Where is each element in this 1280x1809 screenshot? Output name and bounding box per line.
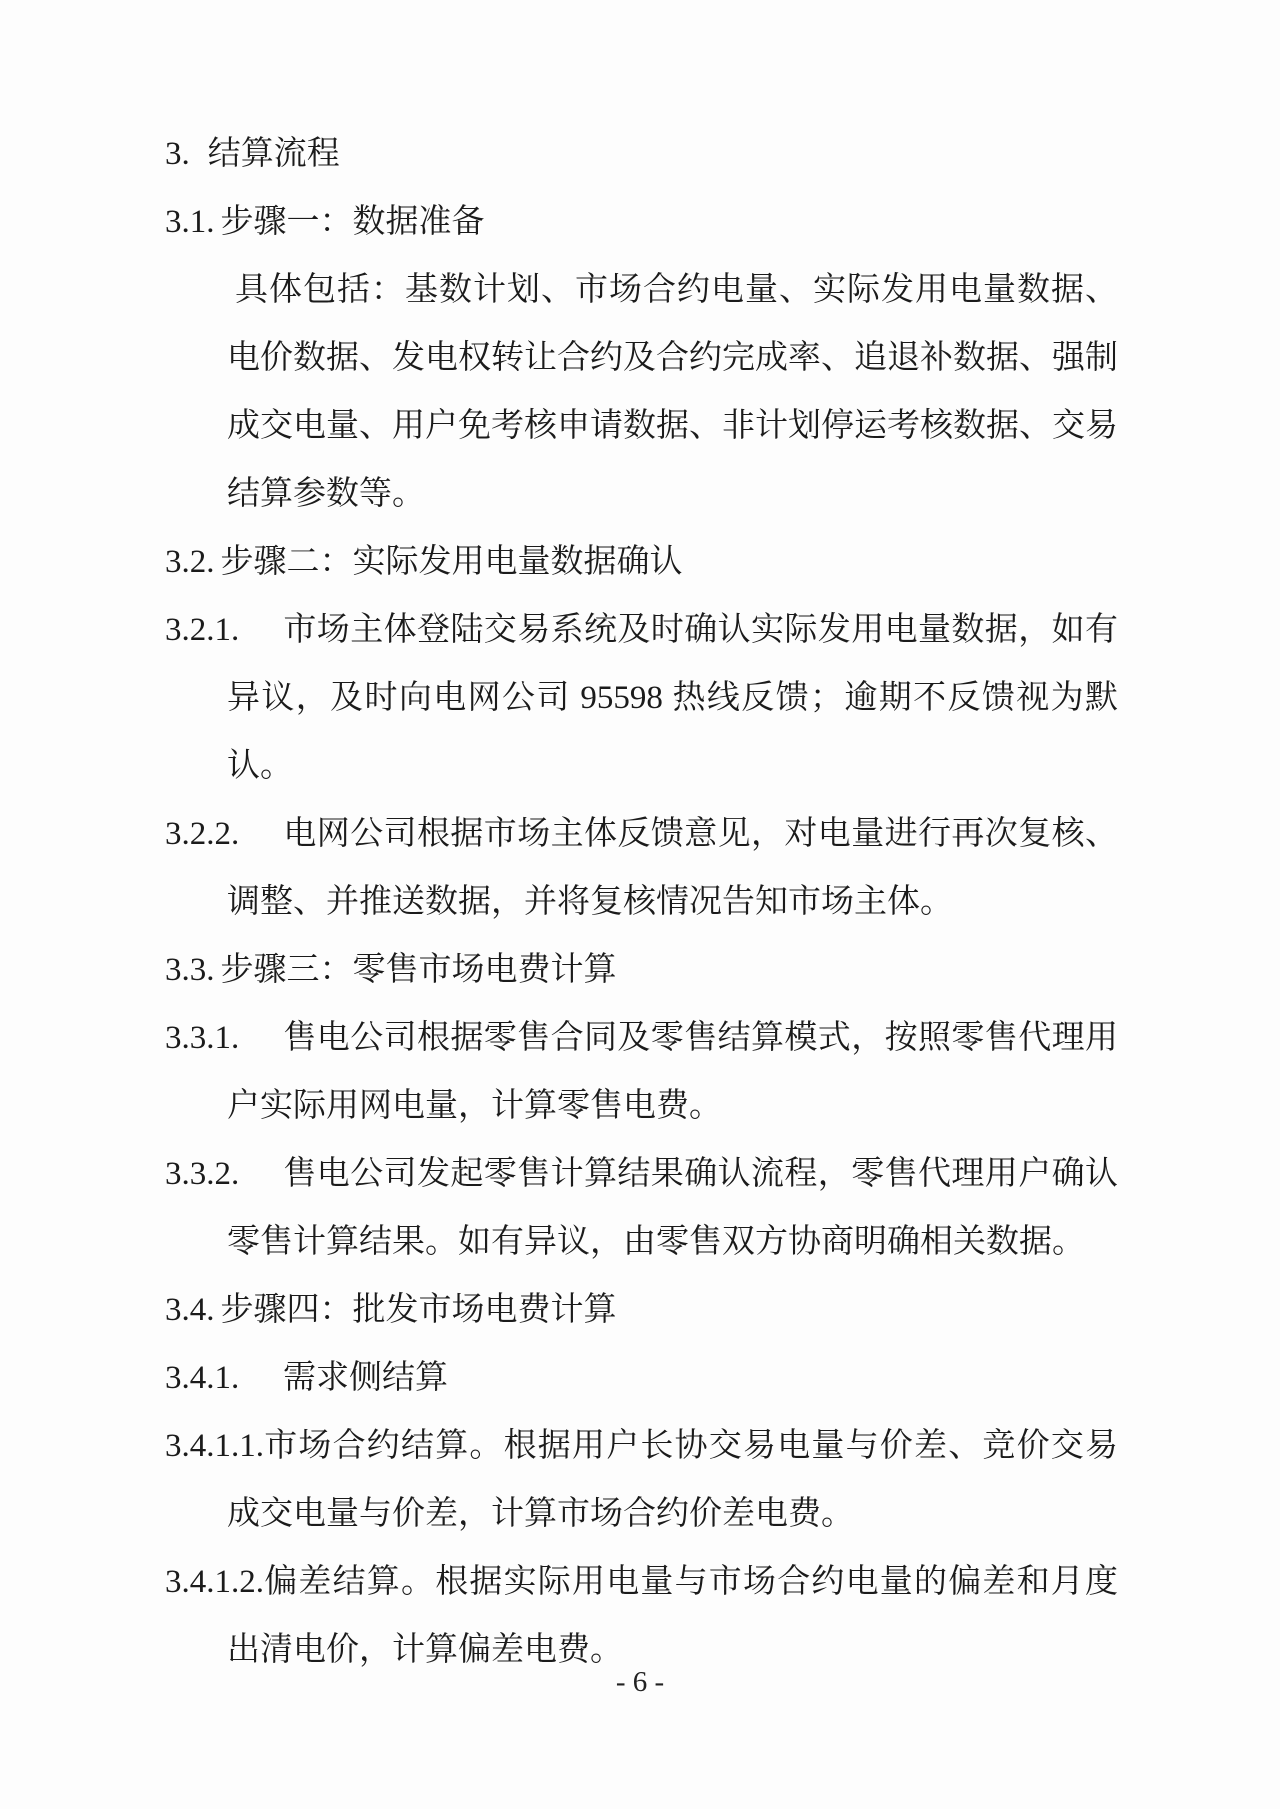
item-text: 售电公司发起零售计算结果确认流程，零售代理用户确认零售计算结果。如有异议，由零售双方协商明确相关数据。 xyxy=(227,1156,1118,1260)
item-text: 电网公司根据市场主体反馈意见，对电量进行再次复核、调整、并推送数据，并将复核情况告知市场主体。 xyxy=(227,816,1118,920)
item-text: 售电公司根据零售合同及零售结算模式，按照零售代理用户实际用网电量，计算零售电费。 xyxy=(227,1020,1118,1124)
item-text: 市场主体登陆交易系统及时确认实际发用电量数据，如有异议，及时向电网公司 95598 热线反馈；逾期不反馈视为默认。 xyxy=(227,612,1118,784)
section-number: 3. xyxy=(165,136,190,172)
section-title: 需求侧结算 xyxy=(283,1360,448,1396)
section-heading-3 xyxy=(165,120,1118,188)
section-heading-3-4 xyxy=(165,1276,1118,1344)
item-text: 偏差结算。根据实际用电量与市场合约电量的偏差和月度出清电价，计算偏差电费。 xyxy=(227,1564,1118,1668)
item-number: 3.2.2. xyxy=(165,816,240,852)
list-item-3-2-2 xyxy=(165,800,1118,936)
section-title: 步骤二：实际发用电量数据确认 xyxy=(220,544,683,580)
section-title: 步骤一：数据准备 xyxy=(220,204,485,240)
item-text: 市场合约结算。根据用户长协交易电量与价差、竞价交易成交电量与价差，计算市场合约价差电费。 xyxy=(227,1428,1118,1532)
item-number: 3.2.1. xyxy=(165,612,240,648)
item-number: 3.3.1. xyxy=(165,1020,240,1056)
section-number: 3.2. xyxy=(165,544,215,580)
section-title: 步骤四：批发市场电费计算 xyxy=(220,1292,617,1328)
section-number: 3.1. xyxy=(165,204,215,240)
list-item-3-3-1 xyxy=(165,1004,1118,1140)
section-heading-3-4-1 xyxy=(165,1344,1118,1412)
list-item-3-4-1-1 xyxy=(165,1412,1118,1548)
section-heading-3-2 xyxy=(165,528,1118,596)
section-title: 结算流程 xyxy=(207,136,340,172)
section-number: 3.4.1. xyxy=(165,1360,240,1396)
page-number: - 6 - xyxy=(615,1666,665,1698)
section-heading-3-1 xyxy=(165,188,1118,256)
section-title: 步骤三：零售市场电费计算 xyxy=(220,952,617,988)
item-number: 3.4.1.2. xyxy=(165,1564,264,1600)
document-body xyxy=(165,120,1118,1684)
item-number: 3.3.2. xyxy=(165,1156,240,1192)
section-heading-3-3 xyxy=(165,936,1118,1004)
section-number: 3.4. xyxy=(165,1292,215,1328)
list-item-3-2-1 xyxy=(165,596,1118,800)
item-number: 3.4.1.1. xyxy=(165,1428,264,1464)
section-number: 3.3. xyxy=(165,952,215,988)
paragraph-3-1-body: 具体包括：基数计划、市场合约电量、实际发用电量数据、电价数据、发电权转让合约及合约完成率、追退补数据、强制成交电量、用户免考核申请数据、非计划停运考核数据、交易结算参数等。 xyxy=(227,272,1118,512)
list-item-3-3-2 xyxy=(165,1140,1118,1276)
